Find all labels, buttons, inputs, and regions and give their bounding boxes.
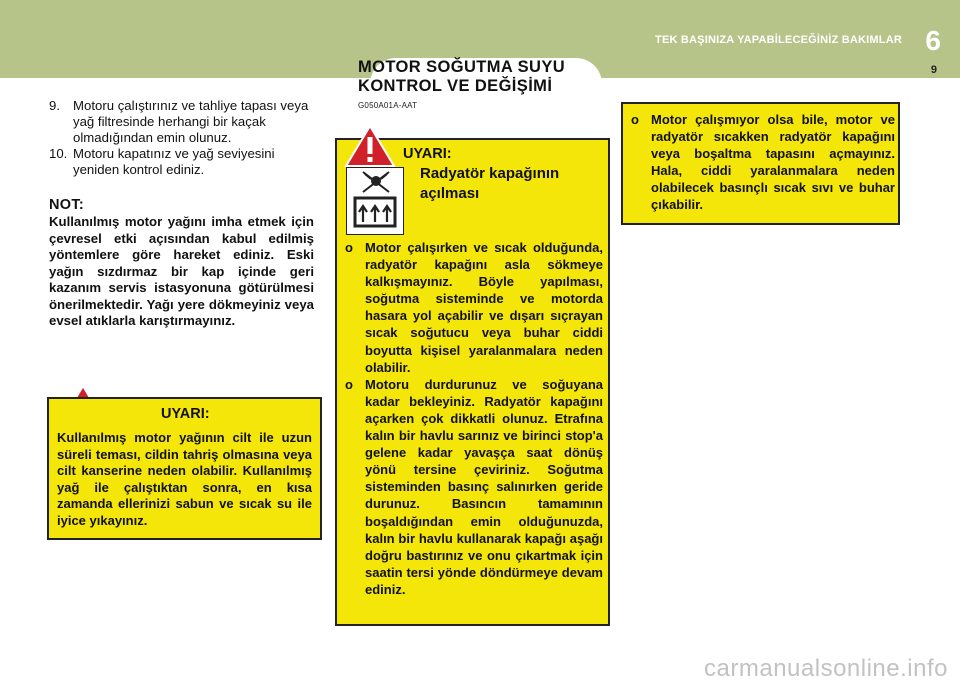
bullet-text: Motor çalışırken ve sıcak olduğunda, radyatör kapağını asla sökmeye kalkışmayınız. Böyle yapılması, soğutma sisteminde ve motorda hasara yol açabilir ve dışarı sıçrayan sıcak soğutucu veya buhar ciddi boyutta kişisel yaralanmalara neden olabilir.: [365, 240, 603, 375]
note-body: Kullanılmış motor yağını imha etmek için çevresel etki açısından kabul edilmiş yöntemlere göre hareket ediniz. Eski yağın sızdırmaz bir kap içinde geri kazanım servis istasyonuna götürülmesi önerilmektedir. Yağı yere dökmeyiniz veya evsel atıklarla karıştırmayınız.: [49, 214, 314, 328]
warning-bullet: [345, 376, 603, 598]
chapter-number: 6: [925, 25, 941, 56]
step-text: Motoru kapatınız ve yağ seviyesini yeniden kontrol ediniz.: [73, 146, 275, 177]
warning-bullet: [345, 239, 603, 376]
chapter-title: TEK BAŞINIZA YAPABİLECEĞİNİZ BAKIMLAR: [655, 34, 902, 46]
step-list: [49, 98, 314, 178]
section-title-line2: KONTROL VE DEĞİŞİMİ: [358, 77, 553, 95]
warning-box-radiator-cap: [335, 138, 610, 626]
warning-body: Kullanılmış motor yağının cilt ile uzun süreli teması, cildin tahriş olmasına veya cilt kanserine neden olabilir. Kullanılmış yağ ile çalıştıktan sonra, en kısa zamanda ellerinizi sabun ve sıcak su ile iyice yıkayınız.: [57, 430, 312, 528]
page-number: 9: [930, 64, 937, 76]
step-text: Motoru çalıştırınız ve tahliye tapası veya yağ filtresinde herhangi bir kaçak olmadığından emin olunuz.: [73, 98, 309, 145]
warning-label: UYARI:: [161, 406, 210, 422]
warning-subject-line1: Radyatör kapağının: [420, 165, 560, 182]
hot-radiator-pictogram-icon: [346, 167, 404, 235]
step-item: [49, 98, 314, 146]
bullet-text: Motoru durdurunuz ve soğuyana kadar bekleyiniz. Radyatör kapağını açarken çok dikkatli olunuz. Etrafına kalın bir havlu sarınız ve birinci stop'a gelene kadar yavaşça saat dönüş yönü tersine çeviriniz. Soğutma sisteminden basınç salınırken geride durunuz. Basıncın tamamının boşaldığından emin olduğunuzda, kalın bir havlu kullanarak kapağı aşağı doğru bastırınız ve onu çıkartmak için saatin tersi yönde döndürmeye devam ediniz.: [365, 376, 603, 597]
section-title: [358, 58, 603, 96]
bullet-mark: o: [631, 112, 639, 127]
watermark: carmanualsonline.info: [704, 655, 948, 682]
bullet-mark: o: [345, 240, 353, 255]
section-title-line1: MOTOR SOĞUTMA SUYU: [358, 58, 566, 76]
warning-bullet: [631, 111, 895, 214]
step-number: 9.: [49, 98, 60, 113]
warning-triangle-icon: [344, 124, 396, 168]
warning-box-used-oil: [47, 397, 322, 540]
warning-subject-line2: açılması: [420, 185, 480, 202]
document-code: G050A01A-AAT: [358, 101, 418, 110]
left-column: [49, 98, 314, 330]
bullet-text: Motor çalışmıyor olsa bile, motor ve radyatör sıcakken radyatör kapağını veya boşaltma tapasını açmayınız. Hala, ciddi yaralanmalara neden olabilecek basınçlı sıcak sıvı ve buhar çıkabilir.: [651, 112, 895, 213]
warning-bullet-list: [631, 111, 895, 214]
warning-bullet-list: [345, 239, 603, 598]
note-title: NOT:: [49, 197, 85, 213]
bullet-mark: o: [345, 376, 353, 392]
step-number: 10.: [49, 146, 68, 161]
warning-subject: [420, 164, 559, 204]
warning-box-engine-off: [621, 102, 900, 225]
warning-label: UYARI:: [403, 146, 452, 162]
step-item: [49, 146, 314, 178]
